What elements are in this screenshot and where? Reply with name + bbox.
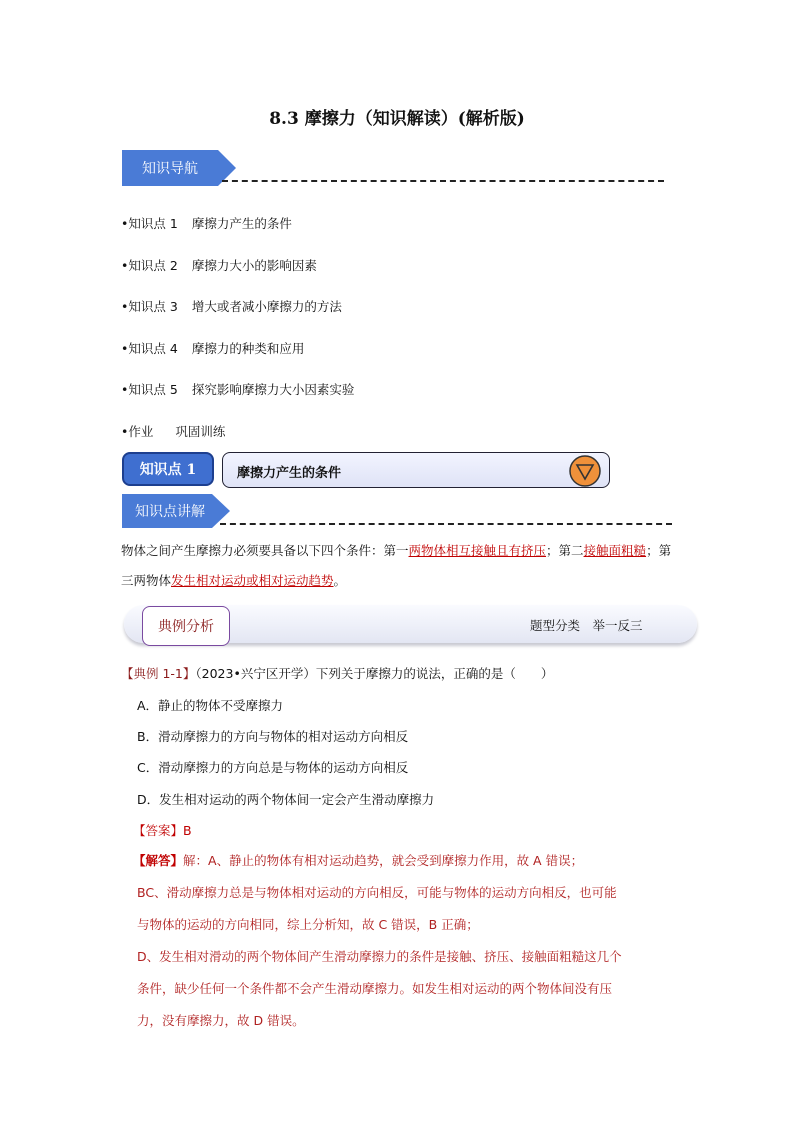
knowledge-point-label: 知识点 1 <box>122 452 214 486</box>
option-a[interactable]: A．静止的物体不受摩擦力 <box>137 698 284 713</box>
solution-tag: 【解答】 <box>133 853 184 868</box>
question-tag: 【典例 1-1】 <box>121 666 196 681</box>
example-section-subtitle: 题型分类 举一反三 <box>530 618 643 633</box>
highlight: 接触面粗糙 <box>583 543 647 558</box>
divider <box>222 180 664 182</box>
answer-line <box>133 821 192 839</box>
nav-banner-label: 知识导航 <box>142 161 198 177</box>
toc-item[interactable]: •知识点 1 摩擦力产生的条件 <box>121 216 292 231</box>
explanation-paragraph: 物体之间产生摩擦力必须要具备以下四个条件：第一两物体相互接触且有挤压；第二接触面粗糙；第三两物体发生相对运动或相对运动趋势。 <box>121 543 672 588</box>
highlight: 两物体相互接触且有挤压 <box>408 543 547 558</box>
page-title: 8.3 摩擦力（知识解读）(解析版) <box>269 109 525 129</box>
highlight: 发生相对运动或相对运动趋势 <box>171 573 334 588</box>
explain-banner <box>122 494 230 528</box>
divider <box>220 523 672 525</box>
nav-banner <box>122 150 236 186</box>
answer-value: B <box>183 823 192 838</box>
toc-item[interactable]: •知识点 5 探究影响摩擦力大小因素实验 <box>121 382 355 397</box>
toc-item[interactable]: •知识点 2 摩擦力大小的影响因素 <box>121 258 317 273</box>
option-c[interactable]: C．滑动摩擦力的方向总是与物体的运动方向相反 <box>137 760 409 775</box>
answer-tag: 【答案】 <box>133 823 184 838</box>
solution-block: 【解答】解：A、静止的物体有相对运动趋势，就会受到摩擦力作用，故 A 错误； BC、滑动摩擦力总是与物体相对运动的方向相反，可能与物体的运动方向相反，也可能 与物体的运动的方向相同，综上分析知，故 C 错误，B 正确； D、发生相对滑动的两个物体间产生滑动摩擦力的条件是接触、挤压、接触面粗糙这几个 条件，缺少任何一个条件都不会产生滑动摩擦力。如发生相对运动的两个物体间没有压 力，没有摩擦力，故 D 错误。 <box>133 853 622 1028</box>
question-stem: 【典例 1-1】（2023•兴宁区开学）下列关于摩擦力的说法，正确的是（ ） <box>121 666 554 681</box>
option-b[interactable]: B．滑动摩擦力的方向与物体的相对运动方向相反 <box>137 729 409 744</box>
toc-item[interactable]: •知识点 3 增大或者减小摩擦力的方法 <box>121 299 342 314</box>
knowledge-point-title: 摩擦力产生的条件 <box>237 466 342 481</box>
toc-item[interactable]: •作业 巩固训练 <box>121 424 226 439</box>
toc-item[interactable]: •知识点 4 摩擦力的种类和应用 <box>121 341 305 356</box>
knowledge-point-title-box <box>222 452 610 488</box>
example-section-label: 典例分析 <box>142 606 230 646</box>
option-d[interactable]: D．发生相对运动的两个物体间一定会产生滑动摩擦力 <box>137 792 435 807</box>
chevron-down-icon[interactable] <box>569 455 601 487</box>
explain-banner-label: 知识点讲解 <box>135 504 205 520</box>
